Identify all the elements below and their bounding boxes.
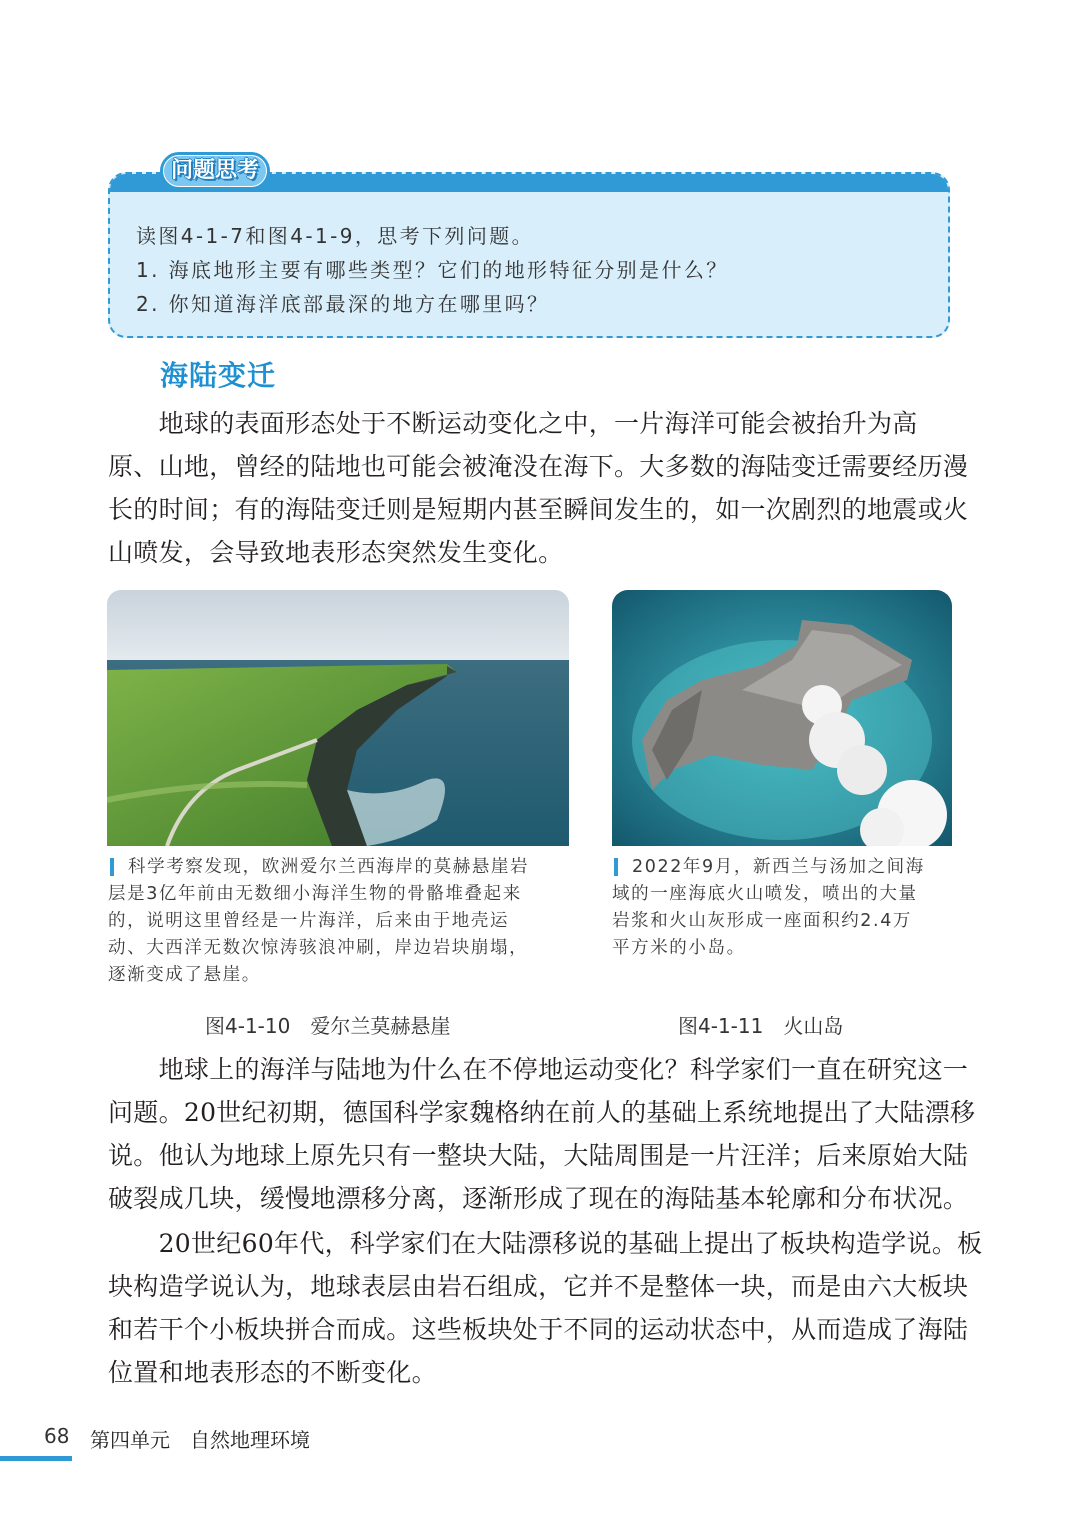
caption-1-marker	[110, 858, 114, 876]
question-intro: 读图4-1-7和图4-1-9，思考下列问题。	[136, 224, 535, 248]
cliffs-of-moher-photo	[107, 590, 569, 846]
paragraph-2	[108, 1048, 976, 1220]
paragraph-2-line: 破裂成几块，缓慢地漂移分离，逐渐形成了现在的海陆基本轮廓和分布状况。	[108, 1184, 969, 1213]
page-number: 68	[44, 1424, 70, 1448]
question-item-1: 1. 海底地形主要有哪些类型？它们的地形特征分别是什么？	[136, 258, 729, 282]
paragraph-1-line: 长的时间；有的海陆变迁则是短期内甚至瞬间发生的，如一次剧烈的地震或火	[108, 495, 969, 524]
paragraph-1-line: 地球的表面形态处于不断运动变化之中，一片海洋可能会被抬升为高	[108, 409, 918, 438]
paragraph-2-line: 说。他认为地球上原先只有一整块大陆，大陆周围是一片汪洋；后来原始大陆	[108, 1141, 969, 1170]
paragraph-3-line: 位置和地表形态的不断变化。	[108, 1358, 437, 1387]
paragraph-3	[108, 1222, 983, 1394]
caption-1-line: 科学考察发现，欧洲爱尔兰西海岸的莫赫悬崖岩	[128, 857, 530, 877]
unit-title: 第四单元 自然地理环境	[90, 1428, 310, 1452]
caption-1-line: 层是3亿年前由无数细小海洋生物的骨骼堆叠起来	[108, 884, 522, 904]
caption-1-line: 逐渐变成了悬崖。	[108, 965, 261, 985]
caption-2-marker	[614, 858, 618, 876]
caption-2-line: 平方米的小岛。	[612, 938, 746, 958]
paragraph-2-line: 地球上的海洋与陆地为什么在不停地运动变化？科学家们一直在研究这一	[108, 1055, 969, 1084]
paragraph-1-line: 山喷发，会导致地表形态突然发生变化。	[108, 538, 564, 567]
question-item-2: 2. 你知道海洋底部最深的地方在哪里吗？	[136, 292, 550, 316]
caption-2-line: 2022年9月，新西兰与汤加之间海	[632, 857, 925, 877]
paragraph-1	[108, 402, 969, 574]
question-tag-label: 问题思考	[170, 158, 259, 183]
caption-2-line: 岩浆和火山灰形成一座面积约2.4万	[612, 911, 913, 931]
paragraph-3-line: 和若干个小板块拼合而成。这些板块处于不同的运动状态中，从而造成了海陆	[108, 1315, 969, 1344]
caption-1-line: 的，说明这里曾经是一片海洋，后来由于地壳运	[108, 911, 510, 931]
paragraph-3-line: 块构造学说认为，地球表层由岩石组成，它并不是整体一块，而是由六大板块	[108, 1272, 969, 1301]
figure-1-label: 图4-1-10 爱尔兰莫赫悬崖	[205, 1014, 451, 1038]
section-title: 海陆变迁	[160, 359, 277, 392]
footer-accent-bar	[0, 1456, 72, 1461]
figure-2-label: 图4-1-11 火山岛	[678, 1014, 844, 1038]
paragraph-2-line: 问题。20世纪初期，德国科学家魏格纳在前人的基础上系统地提出了大陆漂移	[108, 1098, 976, 1127]
volcanic-island-photo	[612, 590, 952, 846]
paragraph-1-line: 原、山地，曾经的陆地也可能会被淹没在海下。大多数的海陆变迁需要经历漫	[108, 452, 969, 481]
caption-2-line: 域的一座海底火山喷发，喷出的大量	[612, 884, 918, 904]
caption-1-line: 动、大西洋无数次惊涛骇浪冲刷，岸边岩块崩塌，	[108, 938, 529, 958]
paragraph-3-line: 20世纪60年代，科学家们在大陆漂移说的基础上提出了板块构造学说。板	[108, 1229, 983, 1258]
